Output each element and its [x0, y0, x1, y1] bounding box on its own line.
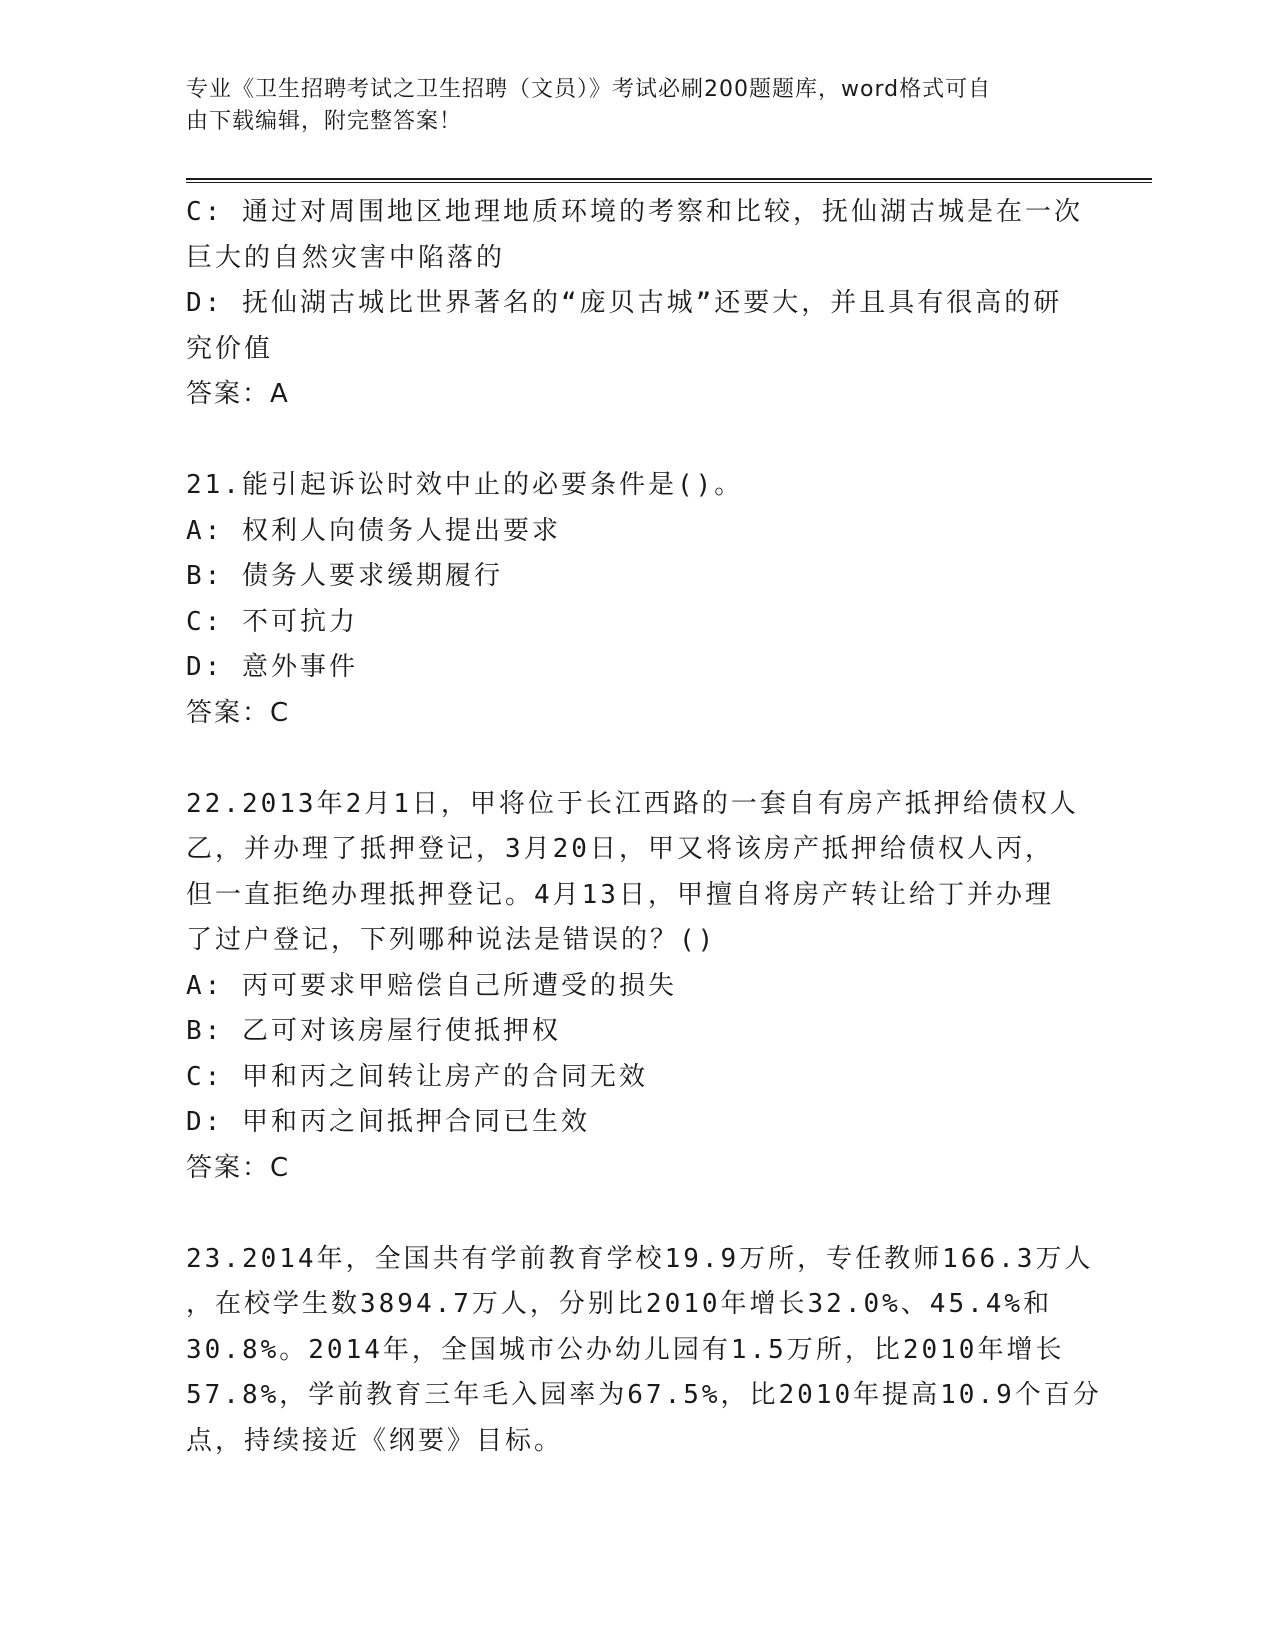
header-rule — [186, 178, 1152, 180]
option-d: D: 甲和丙之间抵押合同已生效 — [186, 1107, 590, 1137]
option-b: B: 乙可对该房屋行使抵押权 — [186, 1016, 561, 1046]
spacer — [186, 1191, 1086, 1237]
header-line: 由下载编辑，附完整答案！ — [186, 109, 463, 134]
option-c: C: 不可抗力 — [186, 606, 358, 637]
option-c: C: 甲和丙之间转让房产的合同无效 — [186, 1061, 648, 1092]
option-d: D: 抚仙湖古城比世界著名的“庞贝古城”还要大，并且具有很高的研 — [186, 288, 1063, 318]
option-a: A: 权利人向债务人提出要求 — [186, 515, 561, 546]
option-c: C: 通过对周围地区地理地质环境的考察和比较，抚仙湖古城是在一次 — [186, 197, 1083, 227]
question-stem: 了过户登记，下列哪种说法是错误的？() — [186, 925, 717, 955]
question-stem: ，在校学生数3894.7万人，分别比2010年增长32.0%、45.4%和 — [186, 1289, 1053, 1319]
header-line: 专业《卫生招聘考试之卫生招聘（文员）》考试必刷200题题库，word格式可自 — [186, 77, 992, 102]
spacer — [186, 418, 1086, 464]
spacer — [186, 736, 1086, 782]
question-stem: 乙，并办理了抵押登记，3月20日，甲又将该房产抵押给债权人丙， — [186, 834, 1054, 864]
question-stem: 57.8%，学前教育三年毛入园率为67.5%，比2010年提高10.9个百分 — [186, 1380, 1102, 1410]
question-block — [186, 190, 1086, 418]
option-b: B: 债务人要求缓期履行 — [186, 561, 503, 591]
question-block — [186, 782, 1086, 1192]
question-content — [186, 190, 1102, 1464]
page-header — [186, 74, 1066, 138]
option-d-cont: 究价值 — [186, 333, 274, 364]
answer-line: 答案：C — [186, 1152, 291, 1183]
answer-line: 答案：A — [186, 379, 290, 409]
answer-line: 答案：C — [186, 697, 291, 728]
question-stem: 22.2013年2月1日，甲将位于长江西路的一套自有房产抵押给债权人 — [186, 788, 1079, 819]
question-stem: 23.2014年，全国共有学前教育学校19.9万所，专任教师166.3万人 — [186, 1243, 1094, 1274]
option-a: A: 丙可要求甲赔偿自己所遭受的损失 — [186, 970, 677, 1001]
question-block — [186, 463, 1086, 736]
question-stem: 30.8%。2014年，全国城市公办幼儿园有1.5万所，比2010年增长 — [186, 1334, 1065, 1365]
question-stem: 但一直拒绝办理抵押登记。4月13日，甲擅自将房产转让给丁并办理 — [186, 879, 1054, 910]
question-stem: 21.能引起诉讼时效中止的必要条件是()。 — [186, 470, 744, 500]
question-stem: 点，持续接近《纲要》目标。 — [186, 1425, 564, 1456]
option-c-cont: 巨大的自然灾害中陷落的 — [186, 242, 506, 273]
option-d: D: 意外事件 — [186, 652, 358, 682]
question-block — [186, 1237, 1102, 1465]
header-rule-thin — [186, 182, 1152, 183]
